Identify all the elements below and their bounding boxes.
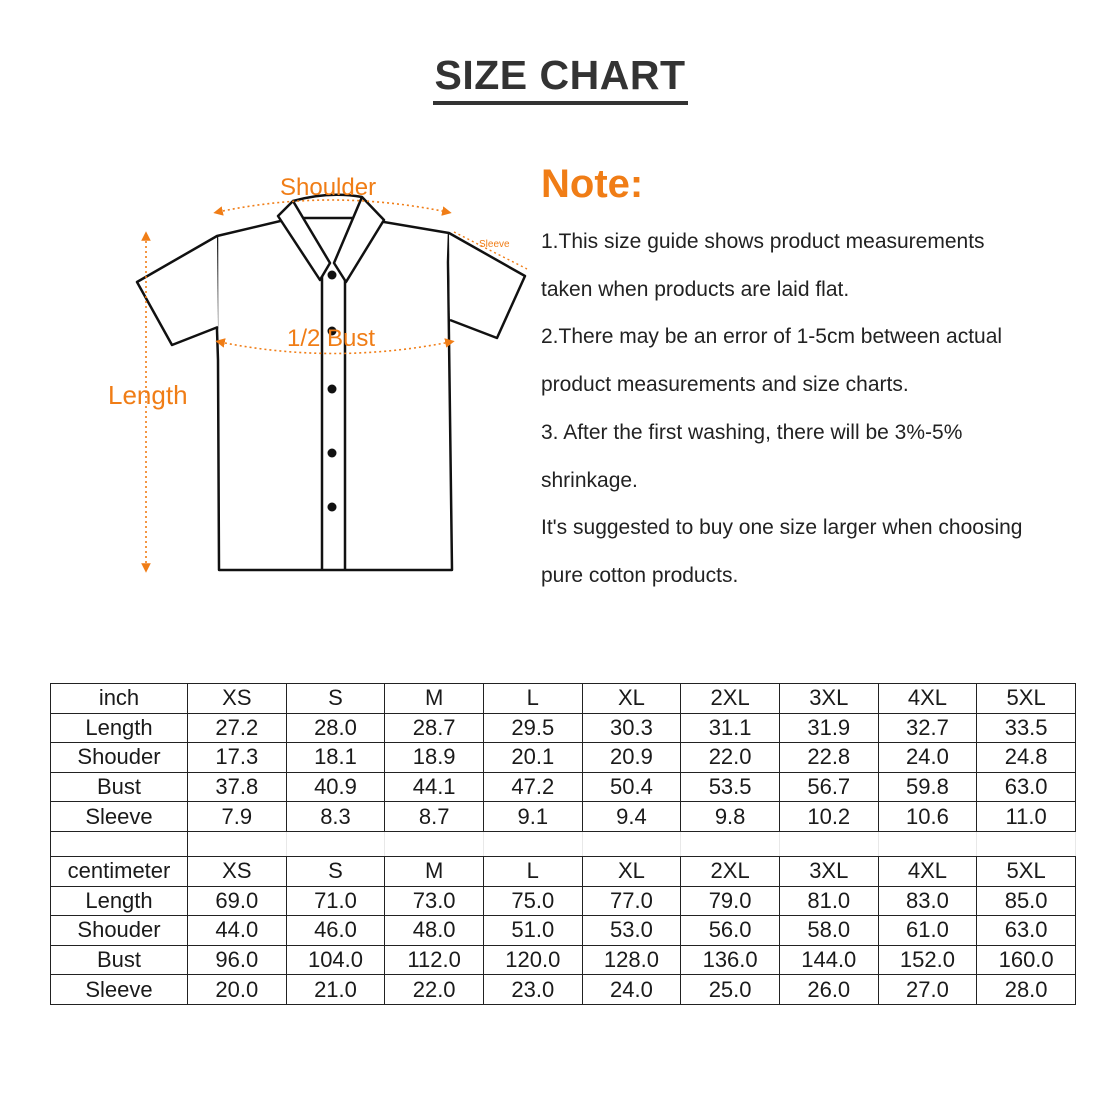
shoulder-label: Shoulder [280, 174, 377, 201]
table-cell: 58.0 [779, 916, 878, 946]
table-cell: 26.0 [779, 975, 878, 1005]
table-cell: 53.5 [681, 772, 780, 802]
table-cell: 9.8 [681, 802, 780, 832]
table-cell: 10.6 [878, 802, 977, 832]
table-row [51, 975, 1076, 1005]
table-cell: 24.0 [582, 975, 681, 1005]
table-cell: 50.4 [582, 772, 681, 802]
size-header: S [286, 684, 385, 714]
table-cell: 104.0 [286, 945, 385, 975]
table-cell: 61.0 [878, 916, 977, 946]
size-header: 3XL [779, 684, 878, 714]
table-cell: 32.7 [878, 713, 977, 743]
row-label: Length [51, 886, 188, 916]
table-cell: 81.0 [779, 886, 878, 916]
table-cell: 28.0 [286, 713, 385, 743]
table-cell: 73.0 [385, 886, 484, 916]
table-cell: 20.1 [483, 743, 582, 773]
table-cell: 31.1 [681, 713, 780, 743]
spacer-cell [878, 831, 977, 856]
spacer-cell [51, 831, 188, 856]
shirt-diagram [0, 0, 560, 620]
row-label: Shouder [51, 743, 188, 773]
table-cell: 79.0 [681, 886, 780, 916]
table-cell: 30.3 [582, 713, 681, 743]
table-cell: 120.0 [483, 945, 582, 975]
note-line: 2.There may be an error of 1-5cm between actual [541, 325, 1003, 349]
table-cell: 11.0 [977, 802, 1076, 832]
table-cell: 33.5 [977, 713, 1076, 743]
table-cell: 22.0 [385, 975, 484, 1005]
table-cell: 160.0 [977, 945, 1076, 975]
inch-header-row [51, 684, 1076, 714]
row-label: Sleeve [51, 975, 188, 1005]
table-cell: 25.0 [681, 975, 780, 1005]
table-cell: 85.0 [977, 886, 1076, 916]
table-row [51, 713, 1076, 743]
table-cell: 144.0 [779, 945, 878, 975]
row-label: Shouder [51, 916, 188, 946]
table-cell: 8.3 [286, 802, 385, 832]
table-cell: 20.9 [582, 743, 681, 773]
table-cell: 96.0 [188, 945, 287, 975]
sleeve-label: Sleeve [479, 239, 510, 250]
table-cell: 59.8 [878, 772, 977, 802]
table-cell: 136.0 [681, 945, 780, 975]
size-header: 5XL [977, 684, 1076, 714]
note-line: taken when products are laid flat. [541, 277, 850, 301]
table-cell: 37.8 [188, 772, 287, 802]
shirt-outline-icon [0, 0, 560, 620]
table-cell: 46.0 [286, 916, 385, 946]
bust-label: 1/2 Bust [287, 325, 376, 352]
table-cell: 29.5 [483, 713, 582, 743]
size-header: XL [582, 684, 681, 714]
table-row [51, 945, 1076, 975]
size-header: L [483, 684, 582, 714]
spacer-cell [977, 831, 1076, 856]
table-spacer-row [51, 831, 1076, 856]
spacer-cell [483, 831, 582, 856]
table-cell: 77.0 [582, 886, 681, 916]
table-cell: 9.4 [582, 802, 681, 832]
table-cell: 48.0 [385, 916, 484, 946]
cm-header-row [51, 856, 1076, 886]
table-cell: 23.0 [483, 975, 582, 1005]
size-header: 5XL [977, 856, 1076, 886]
note-section [541, 160, 1116, 600]
unit-header: centimeter [51, 856, 188, 886]
table-row [51, 772, 1076, 802]
table-cell: 20.0 [188, 975, 287, 1005]
page-title-text: SIZE CHART [433, 52, 688, 105]
row-label: Sleeve [51, 802, 188, 832]
size-header: 2XL [681, 856, 780, 886]
size-header: M [385, 856, 484, 886]
table-cell: 9.1 [483, 802, 582, 832]
table-cell: 8.7 [385, 802, 484, 832]
table-cell: 152.0 [878, 945, 977, 975]
table-cell: 28.7 [385, 713, 484, 743]
note-line: shrinkage. [541, 468, 638, 492]
table-cell: 44.0 [188, 916, 287, 946]
table-cell: 56.0 [681, 916, 780, 946]
spacer-cell [286, 831, 385, 856]
table-cell: 28.0 [977, 975, 1076, 1005]
table-cell: 27.0 [878, 975, 977, 1005]
table-cell: 18.1 [286, 743, 385, 773]
table-cell: 51.0 [483, 916, 582, 946]
note-line: 1.This size guide shows product measurements [541, 230, 985, 253]
table-row [51, 916, 1076, 946]
table-cell: 22.8 [779, 743, 878, 773]
table-cell: 71.0 [286, 886, 385, 916]
table-cell: 44.1 [385, 772, 484, 802]
size-header: 4XL [878, 684, 977, 714]
size-header: M [385, 684, 484, 714]
table-cell: 24.8 [977, 743, 1076, 773]
table-cell: 56.7 [779, 772, 878, 802]
table-cell: 22.0 [681, 743, 780, 773]
size-header: XS [188, 856, 287, 886]
row-label: Length [51, 713, 188, 743]
table-cell: 128.0 [582, 945, 681, 975]
row-label: Bust [51, 772, 188, 802]
note-line: product measurements and size charts. [541, 373, 909, 397]
spacer-cell [188, 831, 287, 856]
unit-header: inch [51, 684, 188, 714]
table-cell: 63.0 [977, 772, 1076, 802]
table-cell: 10.2 [779, 802, 878, 832]
table-cell: 27.2 [188, 713, 287, 743]
size-header: XL [582, 856, 681, 886]
table-cell: 63.0 [977, 916, 1076, 946]
table-cell: 69.0 [188, 886, 287, 916]
table-cell: 112.0 [385, 945, 484, 975]
table-cell: 40.9 [286, 772, 385, 802]
note-title: Note: [541, 162, 644, 206]
spacer-cell [582, 831, 681, 856]
table-row [51, 743, 1076, 773]
table-cell: 47.2 [483, 772, 582, 802]
size-header: L [483, 856, 582, 886]
spacer-cell [681, 831, 780, 856]
size-table [50, 683, 1076, 1005]
table-cell: 75.0 [483, 886, 582, 916]
note-line: 3. After the first washing, there will be 3%-5% [541, 420, 963, 444]
size-header: 3XL [779, 856, 878, 886]
spacer-cell [385, 831, 484, 856]
size-header: S [286, 856, 385, 886]
table-row [51, 802, 1076, 832]
row-label: Bust [51, 945, 188, 975]
table-cell: 21.0 [286, 975, 385, 1005]
table-cell: 53.0 [582, 916, 681, 946]
note-line: pure cotton products. [541, 563, 739, 587]
table-cell: 17.3 [188, 743, 287, 773]
length-label: Length [108, 380, 188, 410]
size-header: XS [188, 684, 287, 714]
table-cell: 7.9 [188, 802, 287, 832]
spacer-cell [779, 831, 878, 856]
table-cell: 31.9 [779, 713, 878, 743]
size-header: 4XL [878, 856, 977, 886]
size-header: 2XL [681, 684, 780, 714]
table-cell: 83.0 [878, 886, 977, 916]
note-line: It's suggested to buy one size larger when choosing [541, 516, 1023, 540]
table-cell: 18.9 [385, 743, 484, 773]
table-row [51, 886, 1076, 916]
table-cell: 24.0 [878, 743, 977, 773]
